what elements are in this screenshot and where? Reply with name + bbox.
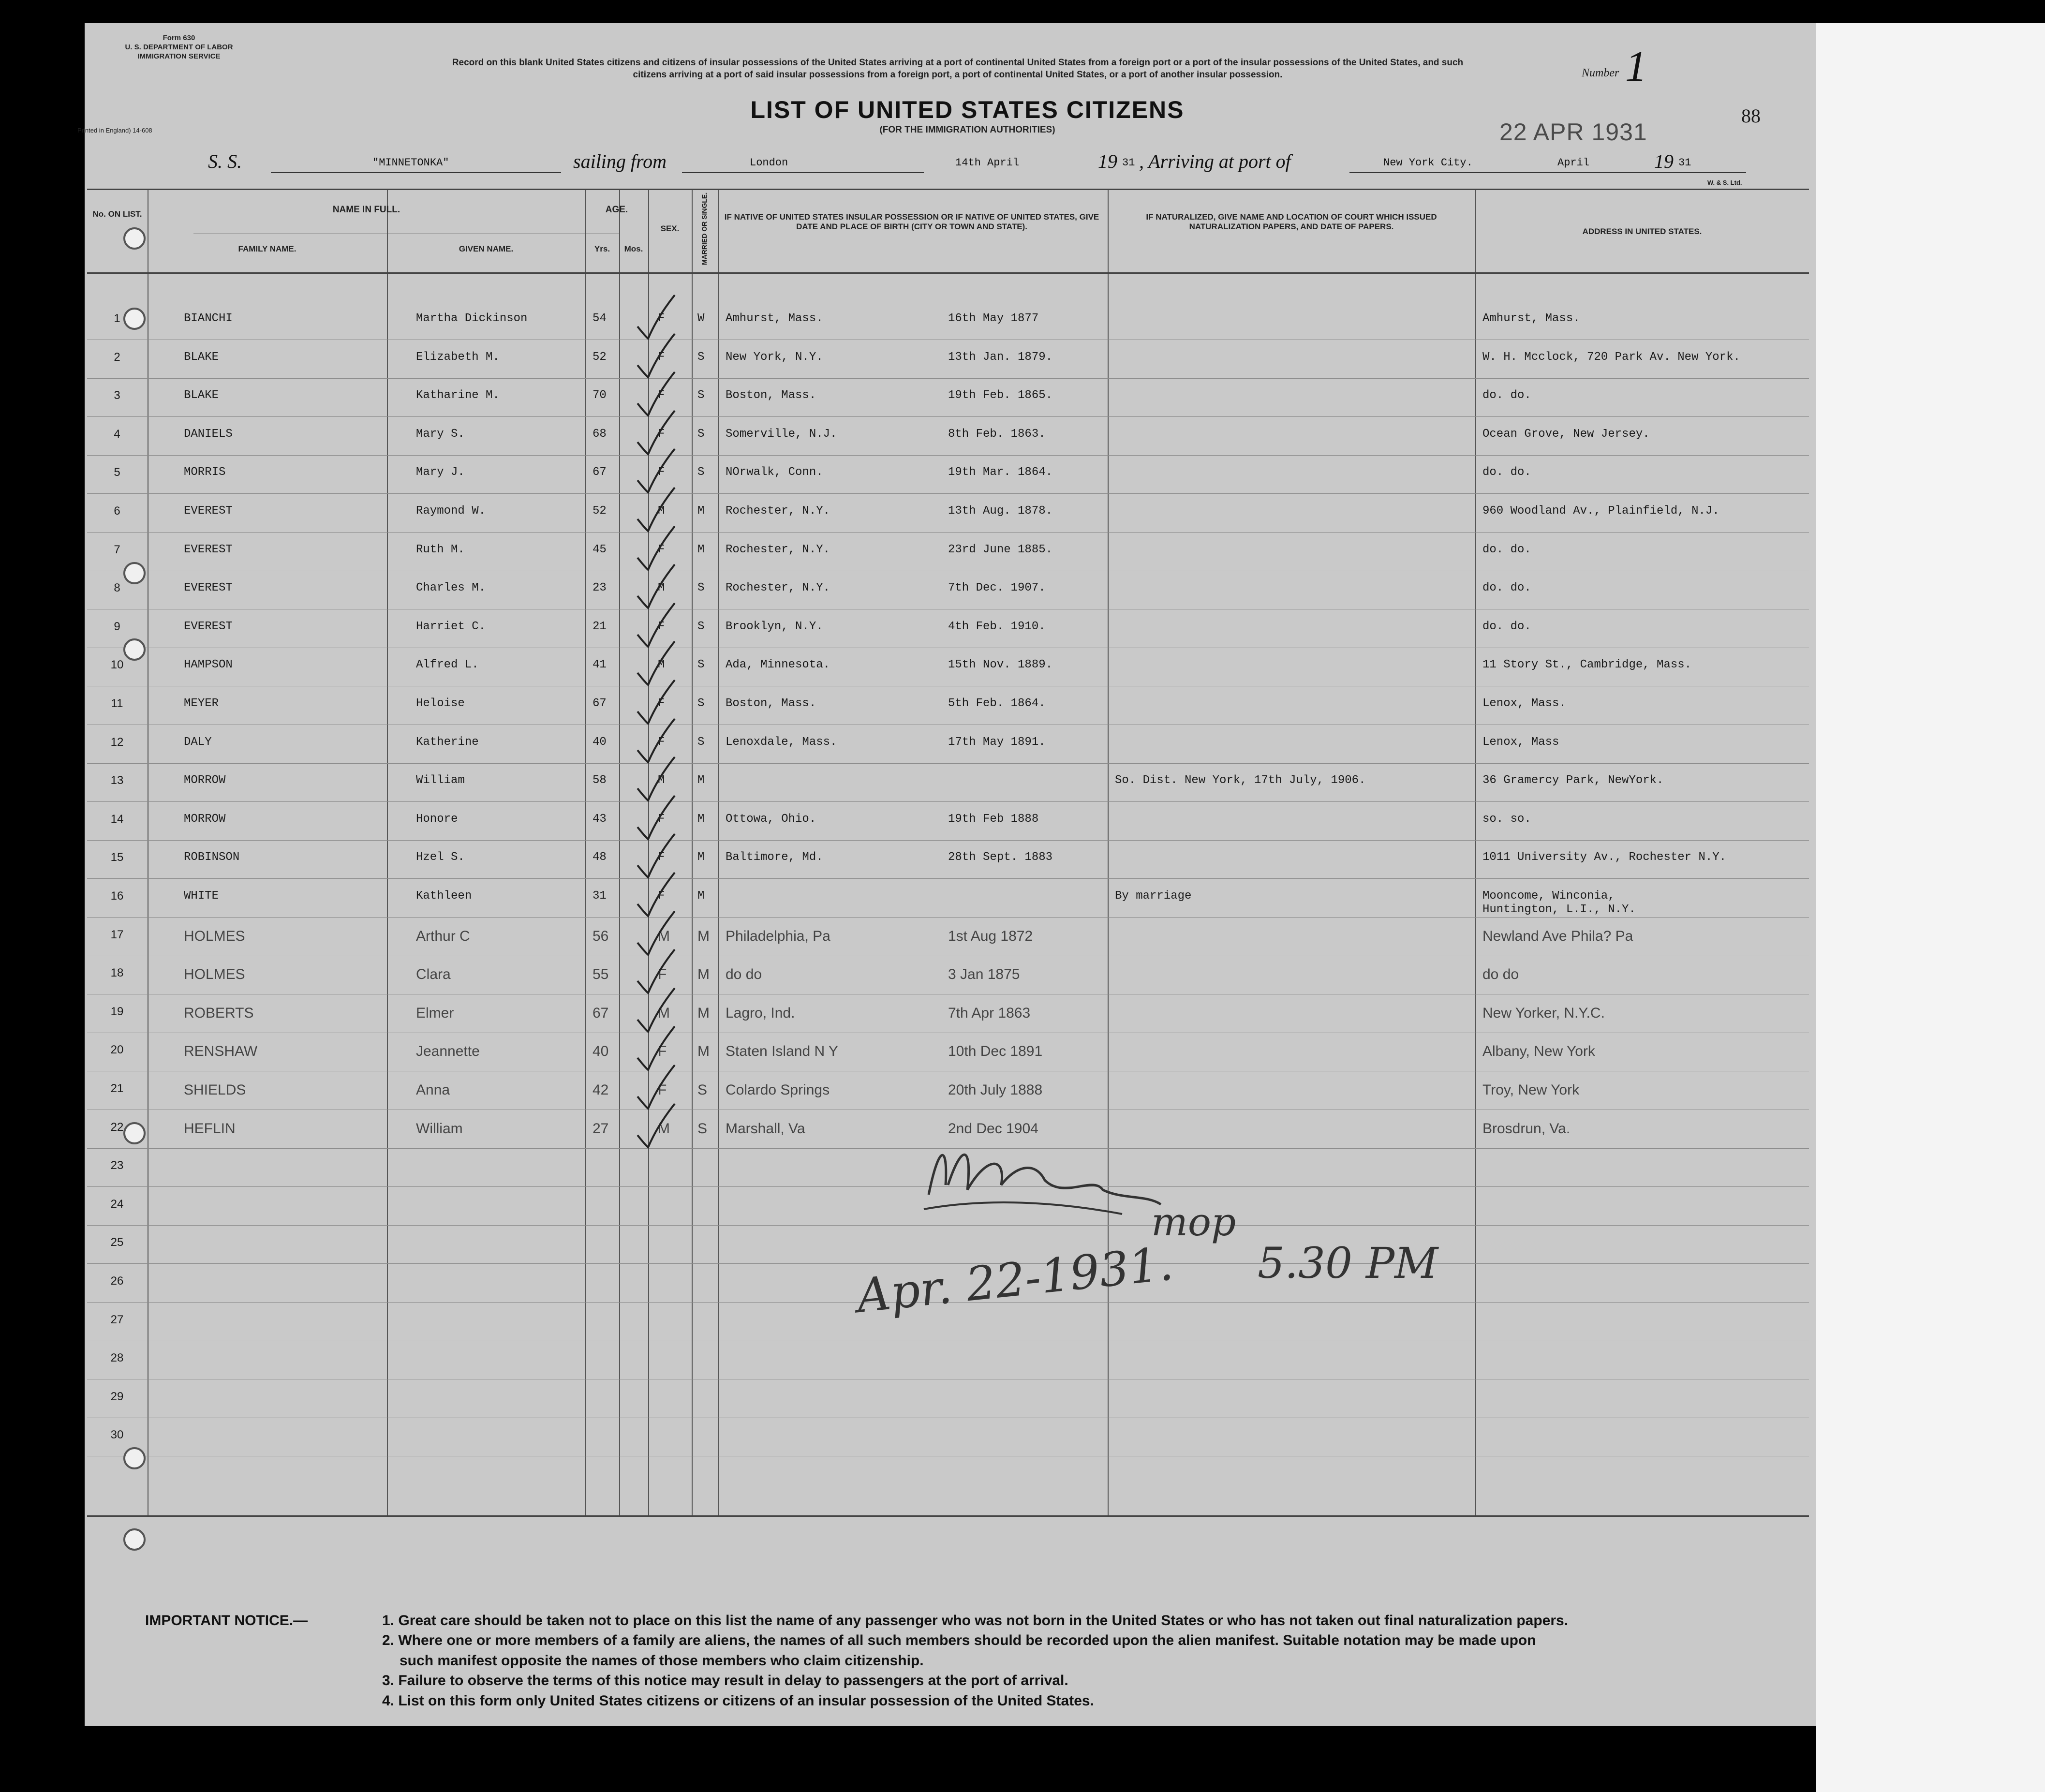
- punch-hole: [123, 308, 146, 330]
- given-name: Hzel S.: [416, 851, 465, 864]
- row-number: 3: [114, 389, 120, 402]
- given-name: Anna: [416, 1082, 450, 1098]
- row-number: 30: [110, 1428, 124, 1442]
- page-subtitle: (FOR THE IMMIGRATION AUTHORITIES): [879, 125, 1055, 135]
- sex: F: [658, 350, 665, 364]
- sex: M: [658, 1120, 670, 1137]
- birth-place: Staten Island N Y: [726, 1043, 838, 1060]
- scan-margin: [1816, 23, 2045, 1792]
- sex: F: [658, 735, 665, 749]
- address: Troy, New York: [1482, 1082, 1580, 1098]
- table-row: [87, 571, 1809, 609]
- given-name: Raymond W.: [416, 504, 486, 518]
- marital-status: M: [697, 966, 710, 983]
- table-row: [87, 1418, 1809, 1456]
- marital-status: S: [697, 658, 705, 672]
- marital-status: M: [697, 1043, 710, 1060]
- row-number: 22: [110, 1120, 124, 1134]
- col-given-name: GIVEN NAME.: [459, 244, 514, 253]
- row-number: 18: [110, 966, 124, 980]
- age-years: 67: [593, 466, 607, 479]
- address: 960 Woodland Av., Plainfield, N.J.: [1482, 504, 1719, 518]
- sex: F: [658, 966, 667, 983]
- given-name: Mary J.: [416, 466, 465, 479]
- sex: F: [658, 812, 665, 826]
- arrival-time: 5.30 PM: [1258, 1238, 1438, 1288]
- marital-status: S: [697, 581, 705, 595]
- given-name: Katherine: [416, 735, 479, 749]
- sex: F: [658, 1082, 667, 1098]
- marital-status: S: [697, 389, 705, 402]
- marital-status: M: [697, 1005, 710, 1021]
- page-title: LIST OF UNITED STATES CITIZENS: [750, 96, 1185, 123]
- marital-status: S: [697, 1082, 708, 1098]
- given-name: Martha Dickinson: [416, 312, 528, 325]
- family-name: EVEREST: [184, 504, 233, 518]
- birth-date: 28th Sept. 1883: [948, 851, 1053, 864]
- row-number: 12: [110, 735, 124, 749]
- table-row: [87, 840, 1809, 879]
- given-name: Kathleen: [416, 889, 472, 903]
- row-number: 24: [110, 1197, 124, 1211]
- row-number: 26: [110, 1274, 124, 1288]
- address: do do: [1482, 966, 1519, 983]
- birth-date: 4th Feb. 1910.: [948, 620, 1046, 633]
- row-number: 19: [110, 1005, 124, 1018]
- address: Mooncome, Winconia,: [1482, 889, 1615, 903]
- date-stamp: 22 APR 1931: [1499, 118, 1647, 146]
- birth-date: 20th July 1888: [948, 1082, 1043, 1098]
- address: Amhurst, Mass.: [1482, 312, 1580, 325]
- col-mos: Mos.: [624, 244, 643, 253]
- punch-hole: [123, 227, 146, 250]
- birth-place: Philadelphia, Pa: [726, 928, 830, 944]
- marital-status: M: [697, 928, 710, 944]
- year-to: 31: [1678, 157, 1691, 169]
- row-number: 7: [114, 543, 120, 556]
- birth-date: 23rd June 1885.: [948, 543, 1053, 556]
- col-yrs: Yrs.: [594, 244, 610, 253]
- table-row: [87, 533, 1809, 571]
- port-to: New York City.: [1383, 157, 1473, 169]
- marital-status: M: [697, 543, 705, 556]
- birth-place: Marshall, Va: [726, 1120, 805, 1137]
- row-number: 27: [110, 1313, 124, 1326]
- row-number: 4: [114, 427, 120, 441]
- address: do. do.: [1482, 620, 1531, 633]
- birth-place: Boston, Mass.: [726, 697, 816, 710]
- family-name: DANIELS: [184, 427, 233, 441]
- printer-mark: W. & S. Ltd.: [1707, 179, 1742, 186]
- date-to: April: [1557, 157, 1590, 169]
- age-years: 43: [593, 812, 607, 826]
- marital-status: S: [697, 466, 705, 479]
- notice-item-1: 1. Great care should be taken not to place on this list the name of any passenger who was not born in the United States or who has not taken out final naturalization papers.: [382, 1613, 1569, 1629]
- ss-label: S. S.: [208, 150, 242, 172]
- age-years: 27: [593, 1120, 609, 1137]
- inspector-initials: mop: [1151, 1200, 1236, 1244]
- notice-item-4: 4. List on this form only United States citizens or citizens of an insular possession of the United States.: [382, 1692, 1094, 1709]
- row-number: 2: [114, 350, 120, 364]
- marital-status: M: [697, 504, 705, 518]
- table-row: [87, 879, 1809, 918]
- sex: F: [658, 889, 665, 903]
- marital-status: S: [697, 620, 705, 633]
- table-row: [87, 1379, 1809, 1418]
- family-name: MORROW: [184, 774, 226, 787]
- row-number: 25: [110, 1236, 124, 1249]
- table-row: [87, 918, 1809, 956]
- birth-place: New York, N.Y.: [726, 350, 823, 364]
- birth-place: Colardo Springs: [726, 1082, 830, 1098]
- sex: M: [658, 658, 665, 672]
- port-to-underline: [1349, 172, 1746, 173]
- birth-date: 3 Jan 1875: [948, 966, 1020, 983]
- table-row: [87, 378, 1809, 417]
- sex: F: [658, 697, 665, 710]
- address: 36 Gramercy Park, NewYork.: [1482, 774, 1664, 787]
- row-number: 14: [110, 812, 124, 826]
- sex: M: [658, 581, 665, 595]
- address: New Yorker, N.Y.C.: [1482, 1005, 1605, 1021]
- table-row: [87, 725, 1809, 764]
- important-notice: [145, 1611, 1790, 1711]
- row-number: 1: [114, 312, 120, 325]
- family-name: EVEREST: [184, 543, 233, 556]
- punch-hole: [123, 638, 146, 661]
- record-instructions: Record on this blank United States citizens and citizens of insular possessions of the United States arriving at a port of continental United States from a foreign port or a port of the insular possessions of the United States, and such citizens arriving at a port of said insular possessions from a foreign port, a port of continental United States, or a port of another insular possession.: [452, 58, 1464, 80]
- birth-place: Brooklyn, N.Y.: [726, 620, 823, 633]
- age-years: 67: [593, 697, 607, 710]
- age-years: 45: [593, 543, 607, 556]
- marital-status: S: [697, 427, 705, 441]
- address: Lenox, Mass.: [1482, 697, 1566, 710]
- address: 1011 University Av., Rochester N.Y.: [1482, 851, 1727, 864]
- col-naturalized: IF NATURALIZED, GIVE NAME AND LOCATION OF COURT WHICH ISSUED NATURALIZATION PAPERS, AND DATE OF PAPERS.: [1146, 212, 1437, 232]
- department-block: [92, 34, 266, 61]
- birth-date: 7th Apr 1863: [948, 1005, 1031, 1021]
- voyage-line: [208, 150, 1756, 179]
- age-years: 56: [593, 928, 609, 944]
- birth-place: Ada, Minnesota.: [726, 658, 830, 672]
- form-number: Form 630: [163, 34, 195, 42]
- col-native: IF NATIVE OF UNITED STATES INSULAR POSSESSION OR IF NATIVE OF UNITED STATES, GIVE DATE AND PLACE OF BIRTH (CITY OR TOWN AND STATE).: [724, 212, 1099, 232]
- table-row: [87, 1033, 1809, 1071]
- col-family-name: FAMILY NAME.: [238, 244, 296, 253]
- birth-date: 2nd Dec 1904: [948, 1120, 1038, 1137]
- age-years: 52: [593, 504, 607, 518]
- row-number: 20: [110, 1043, 124, 1057]
- age-years: 55: [593, 966, 609, 983]
- birth-place: Ottowa, Ohio.: [726, 812, 816, 826]
- col-no-on-list: No. ON LIST.: [92, 209, 142, 219]
- family-name: BIANCHI: [184, 312, 233, 325]
- birth-date: 16th May 1877: [948, 312, 1039, 325]
- row-number: 16: [110, 889, 124, 903]
- number-label: Number: [1582, 67, 1619, 79]
- table-row: [87, 686, 1809, 725]
- birth-place: Baltimore, Md.: [726, 851, 823, 864]
- punch-hole: [123, 1447, 146, 1469]
- manifest-table: [87, 189, 1809, 1517]
- row-number: 13: [110, 774, 124, 787]
- punch-hole: [123, 1122, 146, 1144]
- table-row: [87, 956, 1809, 994]
- given-name: Charles M.: [416, 581, 486, 595]
- family-name: HAMPSON: [184, 658, 233, 672]
- birth-place: Boston, Mass.: [726, 389, 816, 402]
- family-name: ROBINSON: [184, 851, 240, 864]
- birth-date: 7th Dec. 1907.: [948, 581, 1046, 595]
- year-prefix-to: 19: [1654, 150, 1674, 172]
- birth-place: Rochester, N.Y.: [726, 504, 830, 518]
- table-row: [87, 802, 1809, 841]
- family-name: MORROW: [184, 812, 226, 826]
- ship-underline: [271, 172, 561, 173]
- given-name: Alfred L.: [416, 658, 479, 672]
- age-years: 21: [593, 620, 607, 633]
- address: Lenox, Mass: [1482, 735, 1559, 749]
- sex: F: [658, 543, 665, 556]
- punch-hole: [123, 562, 146, 584]
- age-years: 54: [593, 312, 607, 325]
- port-from-underline: [682, 172, 924, 173]
- family-name: DALY: [184, 735, 212, 749]
- signature-date: Apr. 22-1931.: [854, 1236, 1176, 1324]
- birth-date: 19th Feb. 1865.: [948, 389, 1053, 402]
- sex: F: [658, 851, 665, 864]
- address: 11 Story St., Cambridge, Mass.: [1482, 658, 1692, 672]
- given-name: William: [416, 1120, 463, 1137]
- given-name: Harriet C.: [416, 620, 486, 633]
- port-from: London: [750, 157, 788, 169]
- family-name: MEYER: [184, 697, 219, 710]
- given-name: Jeannette: [416, 1043, 480, 1060]
- given-name: Arthur C: [416, 928, 470, 944]
- birth-place: Rochester, N.Y.: [726, 543, 830, 556]
- address: Brosdrun, Va.: [1482, 1120, 1571, 1137]
- marital-status: S: [697, 350, 705, 364]
- family-name: BLAKE: [184, 350, 219, 364]
- table-row: [87, 1071, 1809, 1110]
- sex: F: [658, 389, 665, 402]
- table-row: [87, 1341, 1809, 1379]
- age-years: 52: [593, 350, 607, 364]
- col-address: ADDRESS IN UNITED STATES.: [1582, 227, 1702, 236]
- notice-label: IMPORTANT NOTICE.—: [145, 1613, 308, 1629]
- given-name: William: [416, 774, 465, 787]
- year-from: 31: [1122, 157, 1135, 169]
- sex: F: [658, 466, 665, 479]
- row-number: 10: [110, 658, 124, 672]
- age-years: 48: [593, 851, 607, 864]
- row-number: 5: [114, 466, 120, 479]
- notice-item-3: 3. Failure to observe the terms of this notice may result in delay to passengers at the port of arrival.: [382, 1673, 1068, 1689]
- row-number: 9: [114, 620, 120, 633]
- birth-place: do do: [726, 966, 762, 983]
- arriving-label: , Arriving at port of: [1139, 150, 1291, 172]
- row-number: 15: [110, 851, 124, 864]
- birth-date: 13th Jan. 1879.: [948, 350, 1053, 364]
- row-number: 28: [110, 1351, 124, 1365]
- given-name: Heloise: [416, 697, 465, 710]
- sex: M: [658, 1005, 670, 1021]
- address: do. do.: [1482, 543, 1531, 556]
- service-name: IMMIGRATION SERVICE: [137, 52, 221, 60]
- row-number: 23: [110, 1159, 124, 1172]
- marital-status: S: [697, 735, 705, 749]
- birth-date: 1st Aug 1872: [948, 928, 1033, 944]
- age-years: 41: [593, 658, 607, 672]
- age-years: 40: [593, 735, 607, 749]
- year-prefix-from: 19: [1098, 150, 1117, 172]
- sex: M: [658, 774, 665, 787]
- sex: F: [658, 620, 665, 633]
- table-row: [87, 301, 1809, 340]
- page-number: 88: [1741, 105, 1761, 127]
- sailing-from-label: sailing from: [573, 150, 667, 172]
- given-name: Mary S.: [416, 427, 465, 441]
- printed-note: Printed in England) 14-608: [77, 127, 152, 134]
- table-row: [87, 340, 1809, 379]
- sex: F: [658, 427, 665, 441]
- birth-place: Lenoxdale, Mass.: [726, 735, 837, 749]
- family-name: RENSHAW: [184, 1043, 258, 1060]
- age-years: 31: [593, 889, 607, 903]
- row-number: 29: [110, 1390, 124, 1403]
- sex: M: [658, 928, 670, 944]
- age-years: 42: [593, 1082, 609, 1098]
- notice-item-2-cont: such manifest opposite the names of those members who claim citizenship.: [400, 1652, 924, 1669]
- birth-place: Somerville, N.J.: [726, 427, 837, 441]
- table-row: [87, 763, 1809, 802]
- col-sex: SEX.: [660, 224, 680, 233]
- row-number: 11: [111, 697, 123, 710]
- date-from: 14th April: [955, 157, 1020, 169]
- birth-date: 8th Feb. 1863.: [948, 427, 1046, 441]
- table-row: [87, 417, 1809, 456]
- notice-item-2: 2. Where one or more members of a family are aliens, the names of all such members should be recorded upon the alien manifest. Suitable notation may be made upon: [382, 1632, 1536, 1649]
- row-number: 17: [110, 928, 124, 941]
- marital-status: M: [697, 774, 705, 787]
- birth-place: Amhurst, Mass.: [726, 312, 823, 325]
- ship-name: "MINNETONKA": [372, 157, 449, 169]
- address: do. do.: [1482, 389, 1531, 402]
- age-years: 70: [593, 389, 607, 402]
- marital-status: M: [697, 851, 705, 864]
- address: do. do.: [1482, 466, 1531, 479]
- sex: M: [658, 504, 665, 518]
- family-name: HOLMES: [184, 928, 245, 944]
- age-years: 67: [593, 1005, 609, 1021]
- check-mark: [634, 293, 677, 341]
- given-name: Honore: [416, 812, 458, 826]
- address-line-2: Huntington, L.I., N.Y.: [1482, 903, 1636, 916]
- address: Albany, New York: [1482, 1043, 1595, 1060]
- marital-status: S: [697, 1120, 708, 1137]
- family-name: HOLMES: [184, 966, 245, 983]
- family-name: SHIELDS: [184, 1082, 246, 1098]
- col-married-single: MARRIED OR SINGLE.: [700, 192, 708, 265]
- age-years: 23: [593, 581, 607, 595]
- marital-status: S: [697, 697, 705, 710]
- birth-date: 17th May 1891.: [948, 735, 1046, 749]
- family-name: EVEREST: [184, 581, 233, 595]
- age-years: 40: [593, 1043, 609, 1060]
- naturalization: By marriage: [1115, 889, 1192, 903]
- given-name: Katharine M.: [416, 389, 500, 402]
- table-row: [87, 494, 1809, 533]
- family-name: HEFLIN: [184, 1120, 236, 1137]
- sex: F: [658, 312, 665, 325]
- birth-place: Lagro, Ind.: [726, 1005, 795, 1021]
- birth-date: 5th Feb. 1864.: [948, 697, 1046, 710]
- marital-status: W: [697, 312, 705, 325]
- address: Newland Ave Phila? Pa: [1482, 928, 1633, 944]
- department-name: U. S. DEPARTMENT OF LABOR: [125, 43, 233, 51]
- family-name: MORRIS: [184, 466, 226, 479]
- table-row: [87, 455, 1809, 494]
- address: so. so.: [1482, 812, 1531, 826]
- table-row: [87, 648, 1809, 686]
- given-name: Clara: [416, 966, 451, 983]
- list-number: 1: [1625, 43, 1647, 90]
- age-years: 58: [593, 774, 607, 787]
- family-name: WHITE: [184, 889, 219, 903]
- family-name: BLAKE: [184, 389, 219, 402]
- address: W. H. Mcclock, 720 Park Av. New York.: [1482, 350, 1740, 364]
- col-name-in-full: NAME IN FULL.: [332, 205, 400, 215]
- row-number: 6: [114, 504, 120, 518]
- given-name: Elizabeth M.: [416, 350, 500, 364]
- birth-date: 15th Nov. 1889.: [948, 658, 1053, 672]
- naturalization: So. Dist. New York, 17th July, 1906.: [1115, 774, 1366, 787]
- birth-date: 13th Aug. 1878.: [948, 504, 1053, 518]
- birth-date: 10th Dec 1891: [948, 1043, 1043, 1060]
- birth-date: 19th Mar. 1864.: [948, 466, 1053, 479]
- col-age: AGE.: [605, 205, 628, 215]
- table-row: [87, 609, 1809, 648]
- sex: F: [658, 1043, 667, 1060]
- address: do. do.: [1482, 581, 1531, 595]
- address: Ocean Grove, New Jersey.: [1482, 427, 1650, 441]
- birth-date: 19th Feb 1888: [948, 812, 1039, 826]
- age-years: 68: [593, 427, 607, 441]
- birth-place: Rochester, N.Y.: [726, 581, 830, 595]
- row-number: 21: [110, 1082, 124, 1095]
- given-name: Elmer: [416, 1005, 454, 1021]
- family-name: ROBERTS: [184, 1005, 254, 1021]
- birth-place: NOrwalk, Conn.: [726, 466, 823, 479]
- marital-status: M: [697, 889, 705, 903]
- table-row: [87, 994, 1809, 1033]
- punch-hole: [123, 1528, 146, 1551]
- row-number: 8: [114, 581, 120, 595]
- given-name: Ruth M.: [416, 543, 465, 556]
- family-name: EVEREST: [184, 620, 233, 633]
- marital-status: M: [697, 812, 705, 826]
